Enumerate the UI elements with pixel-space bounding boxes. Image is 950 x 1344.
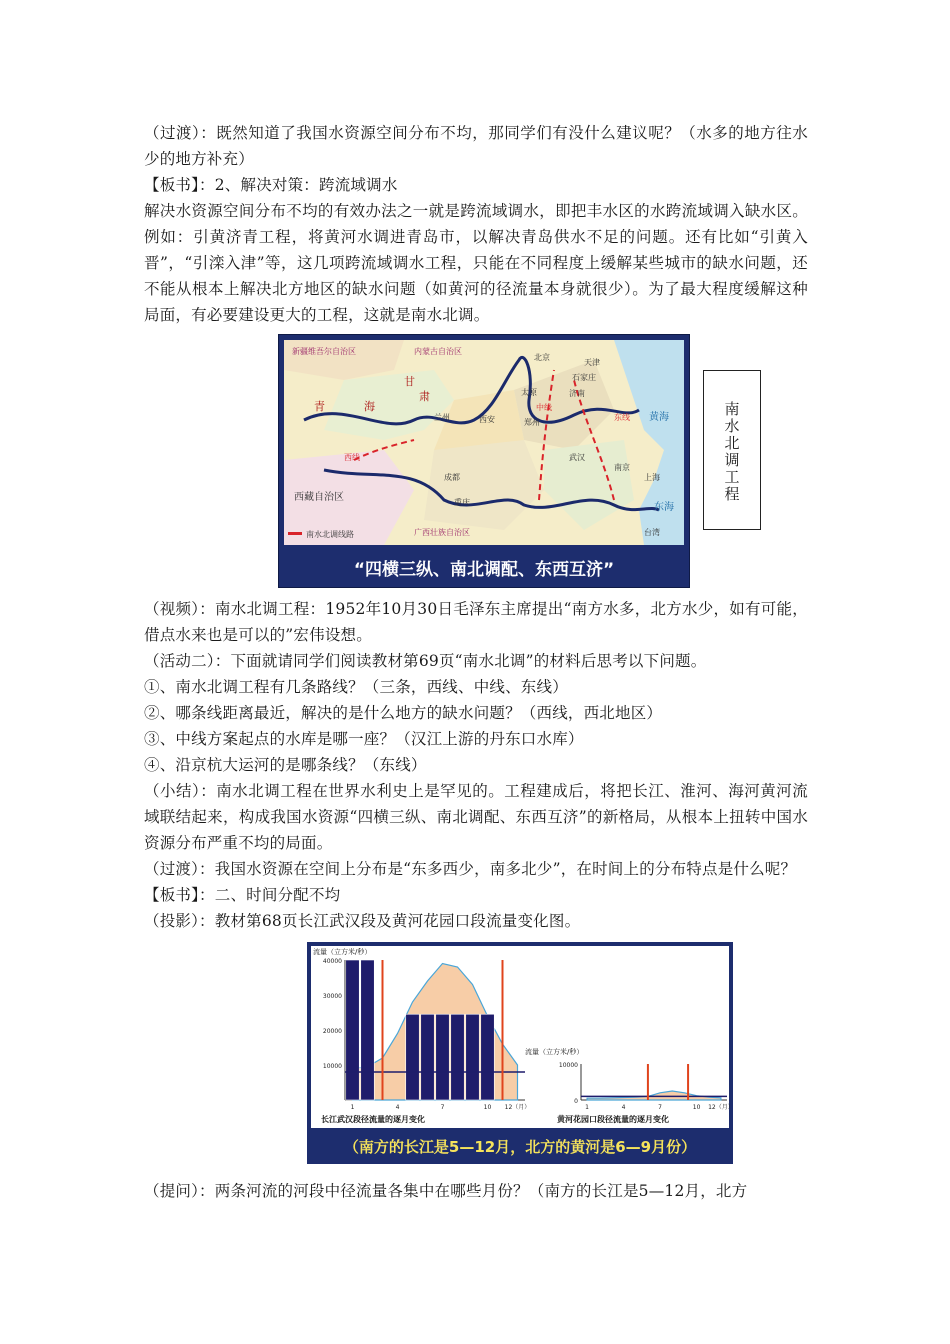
svg-text:青: 青: [314, 400, 325, 413]
document-page: [144, 120, 808, 1204]
question-4: ④、沿京杭大运河的是哪条线？（东线）: [144, 756, 427, 774]
question-3: ③、中线方案起点的水库是哪一座？（汉江上游的丹东口水库）: [144, 730, 584, 748]
left-xtick-label: 4: [395, 1104, 400, 1111]
svg-text:广西壮族自治区: 广西壮族自治区: [414, 528, 470, 537]
svg-text:太原: 太原: [521, 388, 537, 397]
left-chart-title: 长江武汉段径流量的逐月变化: [321, 1115, 425, 1124]
map-image: [284, 340, 684, 545]
svg-text:天津: 天津: [584, 358, 600, 367]
map-caption: “四横三纵、南北调配、东西互济”: [353, 559, 615, 580]
svg-text:成都: 成都: [444, 473, 460, 482]
left-bar: [406, 1014, 420, 1100]
svg-text:武汉: 武汉: [569, 453, 585, 462]
paragraph-activity: （活动二）：下面就请同学们阅读教材第69页“南水北调”的材料后思考以下问题。: [144, 652, 707, 670]
svg-text:济南: 济南: [569, 389, 585, 398]
question-1: ①、南水北调工程有几条路线？（三条，西线、中线、东线）: [144, 678, 568, 696]
left-bar: [346, 960, 360, 1100]
right-ylabel: 流量（立方米/秒）: [525, 1048, 584, 1056]
left-ytick-label: 30000: [322, 993, 342, 1000]
right-ytick-label: 10000: [558, 1062, 578, 1069]
paragraph-summary: （小结）：南水北调工程在世界水利史上是罕见的。工程建成后，将把长江、淮河、海河黄河流域联结起来，构成我国水资源“四横三纵、南北调配、东西互济”的新格局，从根本上扭转中国水资源分布严重不均的局面。: [144, 782, 808, 852]
paragraph-transition-2: （过渡）：我国水资源在空间上分布是“东多西少，南多北少”，在时间上的分布特点是什么呢？: [144, 860, 797, 878]
left-xtick-label: 10: [483, 1104, 492, 1111]
left-bar: [361, 960, 375, 1100]
svg-text:甘: 甘: [404, 375, 415, 388]
paragraph-projection: （投影）：教材第68页长江武汉段及黄河花园口段流量变化图。: [144, 912, 581, 930]
right-xtick-label: 7: [658, 1104, 662, 1111]
right-xtick-label: 10: [692, 1104, 701, 1111]
left-xtick-label: 7: [440, 1104, 445, 1111]
svg-text:东海: 东海: [654, 502, 674, 513]
svg-text:西线: 西线: [344, 453, 360, 462]
svg-text:重庆: 重庆: [454, 498, 470, 507]
right-xtick-label: 4: [621, 1104, 626, 1111]
svg-text:海: 海: [364, 400, 375, 413]
paragraph-board-2: 【板书】：二、时间分配不均: [144, 886, 341, 904]
chart-figure-row: [144, 942, 808, 1168]
svg-text:上海: 上海: [644, 473, 660, 482]
left-xtick-label: 1: [350, 1104, 355, 1111]
left-ytick-label: 40000: [322, 958, 342, 965]
south-north-water-map: [278, 334, 690, 588]
left-ylabel: 流量（立方米/秒）: [313, 948, 372, 956]
paragraph-explanation: 解决水资源空间分布不均的有效办法之一就是跨流域调水，即把丰水区的水跨流域调入缺水区。例如：引黄济青工程，将黄河水调进青岛市，以解决青岛供水不足的问题。还有比如“引黄入晋”，“引滦入津”等，这几项跨流域调水工程，只能在不同程度上缓解某些城市的缺水问题，还不能从根本上解决北方地区的缺水问题（如黄河的径流量本身就很少）。为了最大程度缓解这种局面，有必要建设更大的工程，这就是南水北调。: [144, 202, 808, 324]
map-legend-text: 南水北调线路: [306, 530, 354, 539]
right-area: [587, 1091, 721, 1100]
runoff-chart: [307, 942, 733, 1164]
svg-text:北京: 北京: [534, 353, 550, 362]
svg-text:黄海: 黄海: [649, 412, 669, 423]
left-bar: [436, 1014, 450, 1100]
right-plot: [559, 1062, 734, 1111]
svg-text:石家庄: 石家庄: [572, 373, 596, 382]
left-ytick-label: 20000: [322, 1028, 342, 1035]
right-xtick-label: 12（月）: [708, 1104, 734, 1111]
left-xtick-label: 12（月）: [504, 1104, 531, 1111]
paragraph-transition-1: （过渡）：既然知道了我国水资源空间分布不均，那同学们有没什么建议呢？（水多的地方往水少的地方补充）: [144, 124, 808, 168]
left-plot: [323, 958, 530, 1111]
question-2: ②、哪条线距离最近，解决的是什么地方的缺水问题？（西线，西北地区）: [144, 704, 663, 722]
left-bar: [481, 1014, 495, 1100]
paragraph-question: （提问）：两条河流的河段中径流量各集中在哪些月份？（南方的长江是5—12月，北方: [144, 1182, 748, 1200]
left-bar: [466, 1014, 480, 1100]
map-svg: [284, 340, 684, 545]
chart-caption: （南方的长江是5—12月，北方的黄河是6—9月份）: [343, 1137, 697, 1156]
svg-text:台湾: 台湾: [644, 528, 660, 537]
svg-text:内蒙古自治区: 内蒙古自治区: [414, 347, 462, 356]
svg-text:新疆维吾尔自治区: 新疆维吾尔自治区: [292, 347, 356, 356]
svg-text:中线: 中线: [536, 403, 552, 412]
svg-text:南京: 南京: [614, 463, 630, 472]
left-bar: [451, 1014, 465, 1100]
svg-text:兰州: 兰州: [434, 413, 450, 422]
svg-text:西藏自治区: 西藏自治区: [294, 492, 344, 503]
map-figure-row: [144, 334, 808, 590]
left-ytick-label: 10000: [322, 1063, 342, 1070]
side-box-title: [703, 370, 761, 530]
left-bar: [421, 1014, 435, 1100]
chart-image: [311, 946, 734, 1128]
runoff-chart-svg: [311, 946, 734, 1128]
svg-text:西安: 西安: [479, 415, 495, 424]
paragraph-board-1: 【板书】：2、解决对策：跨流域调水: [144, 176, 398, 194]
right-xtick-label: 1: [585, 1104, 589, 1111]
paragraph-video: （视频）：南水北调工程：1952年10月30日毛泽东主席提出“南方水多，北方水少，如有可能，借点水来也是可以的”宏伟设想。: [144, 600, 808, 644]
svg-text:郑州: 郑州: [524, 418, 540, 427]
right-ytick-label: 0: [574, 1098, 578, 1105]
svg-text:东线: 东线: [614, 413, 630, 422]
right-chart-title: 黄河花园口段径流量的逐月变化: [557, 1115, 669, 1124]
svg-text:肃: 肃: [419, 390, 430, 403]
side-box-text: 南水北调工程: [722, 401, 741, 503]
